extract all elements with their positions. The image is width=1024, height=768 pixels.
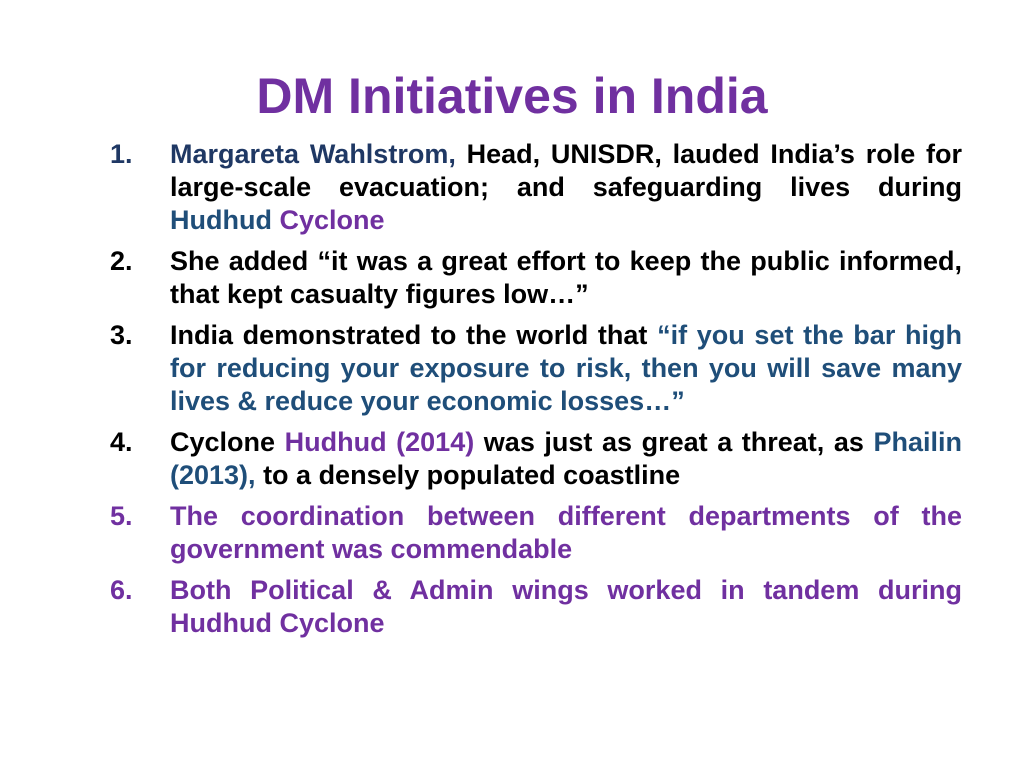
list-item-6	[110, 574, 962, 640]
cyclone-name: Phailin (2013),	[170, 427, 963, 490]
list-item-4	[110, 426, 962, 492]
list-number: 6.	[110, 575, 133, 605]
list-number: 2.	[110, 246, 133, 276]
list-number: 4.	[110, 427, 133, 457]
cyclone-name: Hudhud (2014)	[284, 427, 475, 457]
text-segment: Cyclone	[170, 427, 285, 457]
list-text	[170, 426, 962, 492]
list-item-1	[110, 138, 962, 237]
list-text: She added “it was a great effort to keep the public informed, that kept casualty figures low…”	[170, 246, 962, 309]
list-number: 5.	[110, 501, 133, 531]
quote-highlight: “if you set the bar high for reducing your exposure to risk, then you will save many lives & reduce your economic losses…”	[170, 320, 962, 416]
list-text	[170, 319, 962, 418]
text-segment: India demonstrated to the world that	[170, 320, 658, 350]
person-name: Margareta Wahlstrom,	[170, 139, 456, 169]
numbered-list	[110, 138, 962, 648]
text-segment: Head, UNISDR, lauded India’s role for large-scale evacuation; and safeguarding lives during	[170, 139, 962, 202]
cyclone-word: Cyclone	[279, 205, 385, 235]
list-text: The coordination between different departments of the government was commendable	[170, 501, 962, 564]
list-text: Both Political & Admin wings worked in tandem during Hudhud Cyclone	[170, 575, 962, 638]
text-segment: to a densely populated coastline	[255, 460, 681, 490]
slide-title: DM Initiatives in India	[256, 68, 768, 124]
text-segment: was just as great a threat, as	[474, 427, 874, 457]
list-number: 1.	[110, 139, 133, 169]
list-item-5	[110, 500, 962, 566]
list-number: 3.	[110, 320, 133, 350]
list-item-3	[110, 319, 962, 418]
cyclone-name: Hudhud	[170, 205, 272, 235]
list-item-2	[110, 245, 962, 311]
list-text	[170, 138, 962, 237]
